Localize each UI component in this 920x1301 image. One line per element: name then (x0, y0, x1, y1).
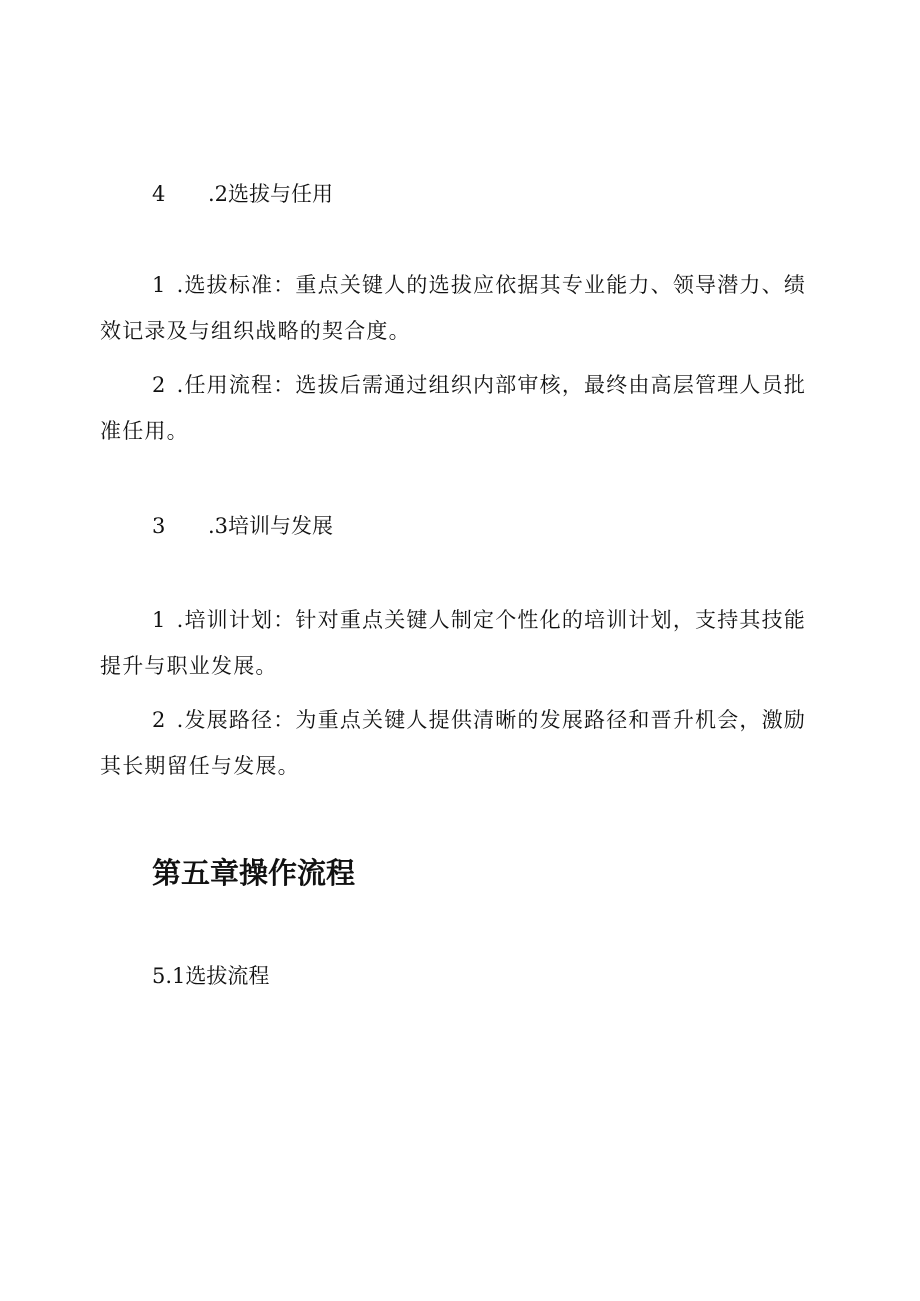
item-text: .任用流程：选拔后需通过组织内部审核，最终由高层管理人员批准任用。 (100, 373, 807, 443)
item-text: .发展路径：为重点关键人提供清晰的发展路径和晋升机会，激励其长期留任与发展。 (100, 708, 807, 778)
section-heading-selection-process: 5.1选拔流程 (152, 964, 270, 988)
section-heading-selection (152, 180, 333, 208)
section-heading-training (152, 512, 333, 540)
paragraph-selection-criteria (100, 262, 824, 354)
paragraph-training-plan (100, 597, 824, 689)
chapter-title: 第五章操作流程 (152, 856, 356, 890)
section-number: 3 (152, 514, 166, 538)
item-text: .培训计划：针对重点关键人制定个性化的培训计划，支持其技能提升与职业发展。 (100, 608, 807, 678)
paragraph-development-path (100, 697, 824, 789)
section-title: .3培训与发展 (208, 514, 334, 538)
section-title: .2选拔与任用 (208, 182, 334, 206)
paragraph-appointment-process (100, 362, 824, 454)
item-number: 2 (152, 708, 167, 732)
item-number: 1 (152, 273, 167, 297)
item-number: 1 (152, 608, 167, 632)
item-text: .选拔标准：重点关键人的选拔应依据其专业能力、领导潜力、绩效记录及与组织战略的契合度。 (100, 273, 807, 343)
item-number: 2 (152, 373, 167, 397)
section-number: 4 (152, 182, 166, 206)
